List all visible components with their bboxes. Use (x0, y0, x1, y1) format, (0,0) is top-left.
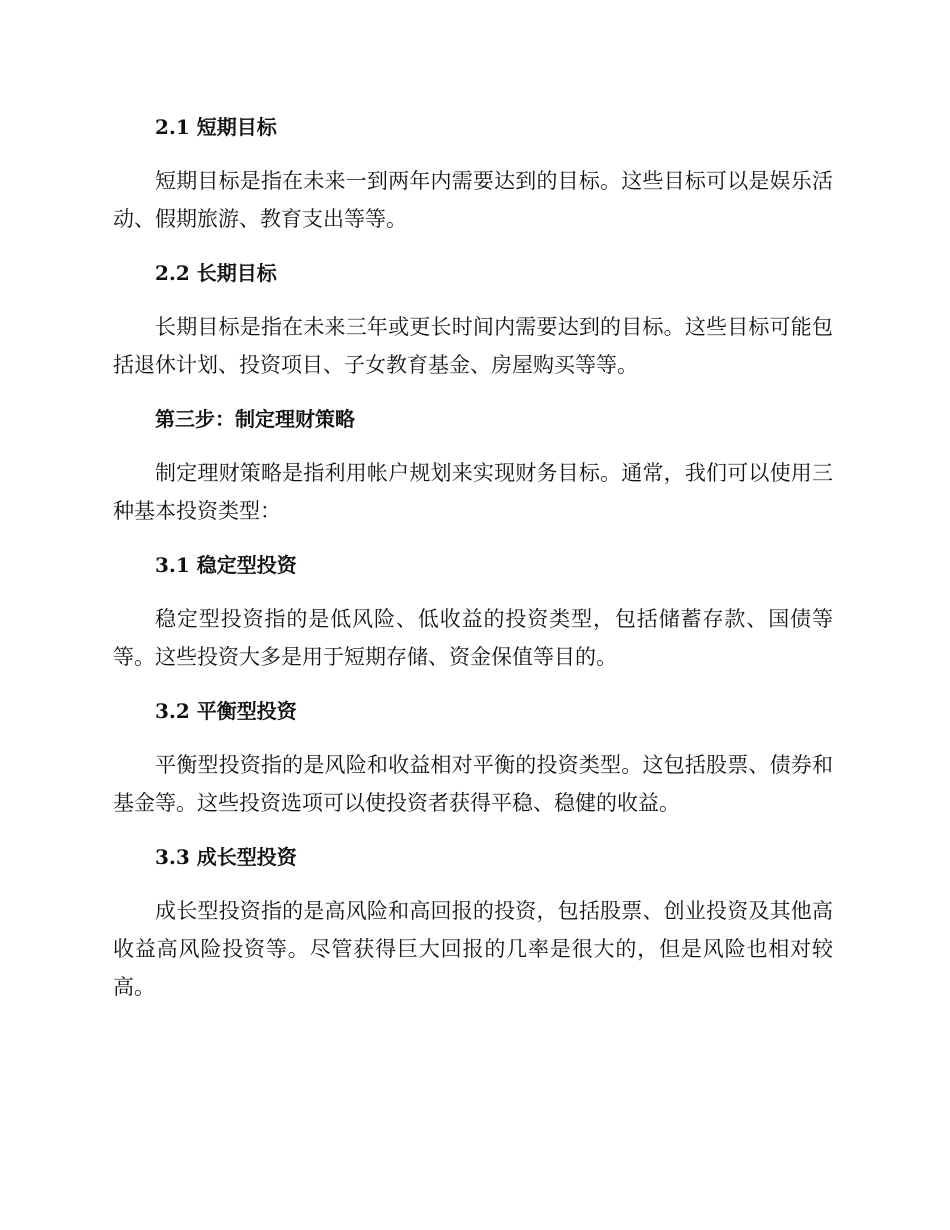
section-paragraph-2-1: 短期目标是指在未来一到两年内需要达到的目标。这些目标可以是娱乐活动、假期旅游、教育支出等等。 (113, 169, 833, 231)
section-paragraph-3-3: 成长型投资指的是高风险和高回报的投资，包括股票、创业投资及其他高收益高风险投资等。尽管获得巨大回报的几率是很大的，但是风险也相对较高。 (113, 899, 833, 999)
section-paragraph-2-2: 长期目标是指在未来三年或更长时间内需要达到的目标。这些目标可能包括退休计划、投资项目、子女教育基金、房屋购买等等。 (113, 315, 833, 377)
section-heading-3-2: 3.2 平衡型投资 (155, 699, 297, 723)
section-paragraph-3-2: 平衡型投资指的是风险和收益相对平衡的投资类型。这包括股票、债券和基金等。这些投资选项可以使投资者获得平稳、稳健的收益。 (113, 753, 833, 815)
document-body (113, 108, 833, 1006)
section-heading-step-3: 第三步：制定理财策略 (155, 407, 355, 431)
section-paragraph-3-1: 稳定型投资指的是低风险、低收益的投资类型，包括储蓄存款、国债等等。这些投资大多是用于短期存储、资金保值等目的。 (113, 607, 833, 669)
section-heading-3-1: 3.1 稳定型投资 (155, 553, 297, 577)
section-heading-2-1: 2.1 短期目标 (155, 115, 277, 139)
section-heading-2-2: 2.2 长期目标 (155, 261, 277, 285)
section-paragraph-step-3: 制定理财策略是指利用帐户规划来实现财务目标。通常，我们可以使用三种基本投资类型： (113, 461, 833, 523)
section-heading-3-3: 3.3 成长型投资 (155, 845, 297, 869)
